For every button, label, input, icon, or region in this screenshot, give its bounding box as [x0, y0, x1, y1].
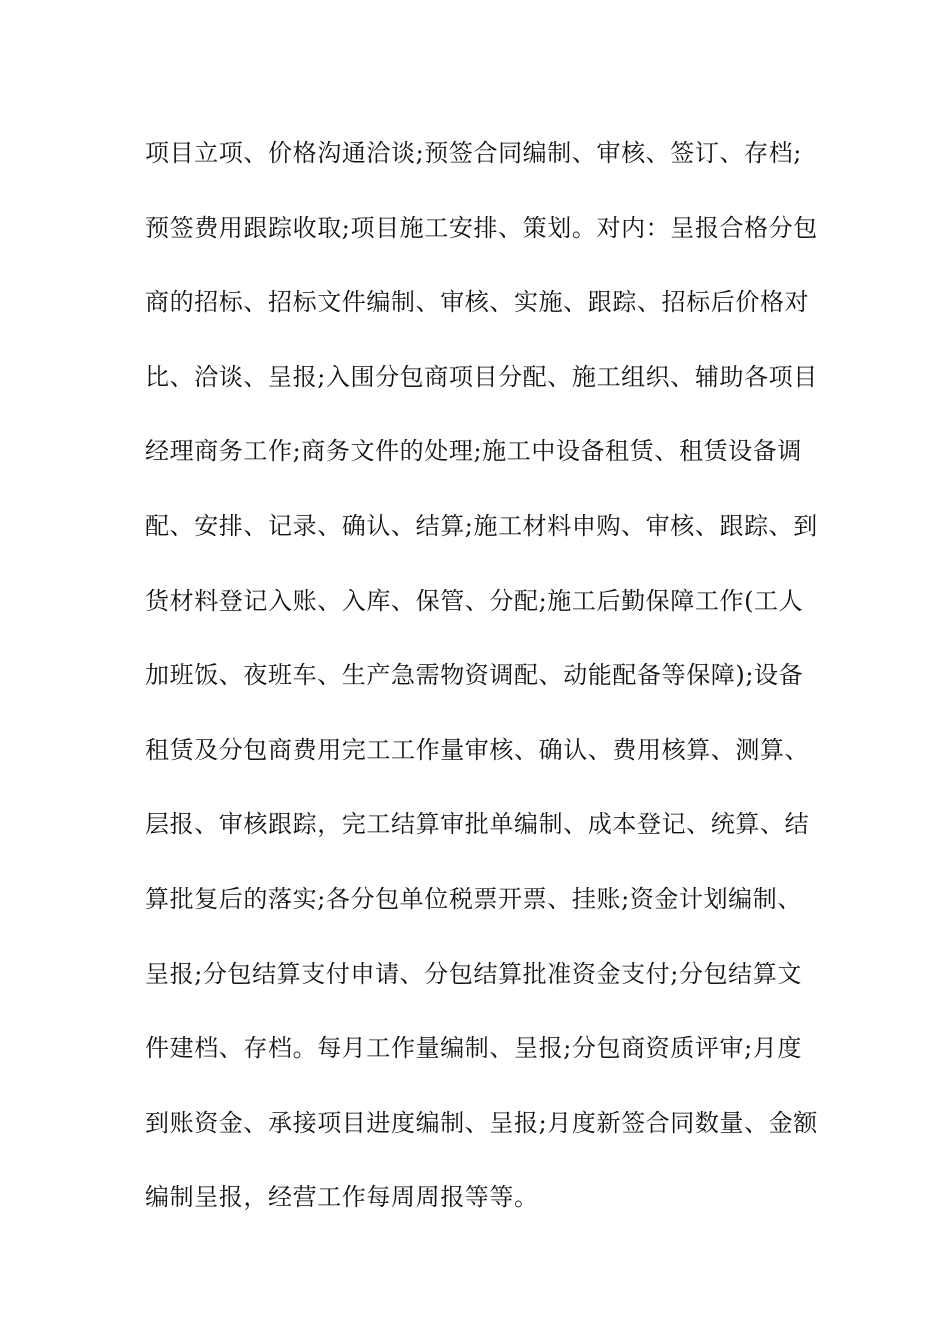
- text-line: 配、安排、记录、确认、结算;施工材料申购、审核、跟踪、到: [145, 511, 818, 540]
- body-paragraph: [145, 133, 825, 1252]
- text-line: 经理商务工作;商务文件的处理;施工中设备租赁、租赁设备调: [145, 437, 802, 466]
- text-line: 编制呈报，经营工作每周周报等等。: [145, 1183, 539, 1212]
- text-line: 项目立项、价格沟通洽谈;预签合同编制、审核、签订、存档;: [145, 139, 802, 167]
- text-line: 租赁及分包商费用完工工作量审核、确认、费用核算、测算、: [145, 735, 810, 764]
- text-line: 件建档、存档。每月工作量编制、呈报;分包商资质评审;月度: [145, 1034, 802, 1063]
- text-line: 到账资金、承接项目进度编制、呈报;月度新签合同数量、金额: [145, 1108, 818, 1137]
- text-line: 比、洽谈、呈报;入围分包商项目分配、施工组织、辅助各项目: [145, 362, 818, 391]
- text-line: 加班饭、夜班车、生产急需物资调配、动能配备等保障);设备: [145, 661, 804, 690]
- text-line: 层报、审核跟踪，完工结算审批单编制、成本登记、统算、结: [145, 810, 810, 839]
- text-line: 呈报;分包结算支付申请、分包结算批准资金支付;分包结算文: [145, 959, 802, 988]
- text-line: 预签费用跟踪收取;项目施工安排、策划。对内：呈报合格分包: [145, 213, 818, 242]
- text-line: 货材料登记入账、入库、保管、分配;施工后勤保障工作(工人: [145, 586, 804, 615]
- text-line: 商的招标、招标文件编制、审核、实施、跟踪、招标后价格对: [145, 288, 810, 317]
- text-line: 算批复后的落实;各分包单位税票开票、挂账;资金计划编制、: [145, 884, 802, 913]
